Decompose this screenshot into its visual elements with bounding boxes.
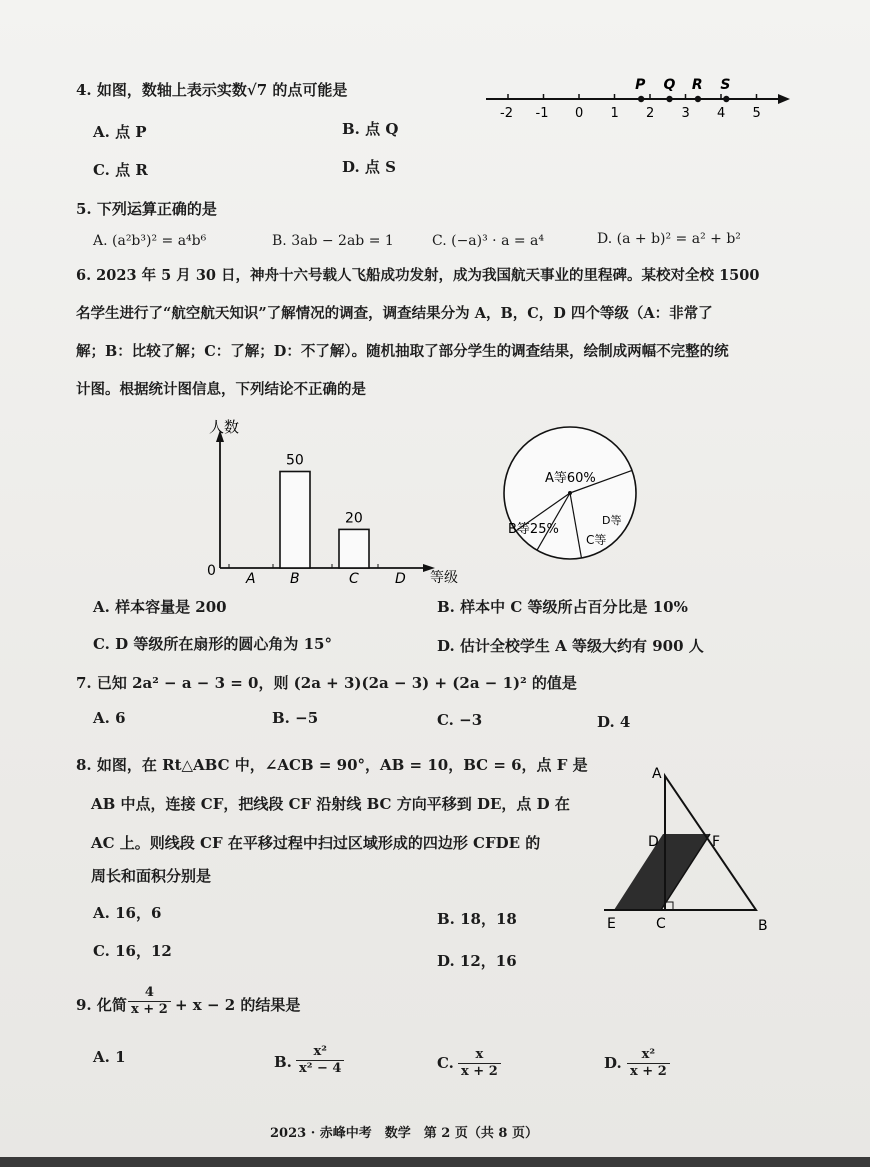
q9-option-d-den: x + 2 xyxy=(627,1063,670,1080)
pie-slice-label: B等25% xyxy=(508,522,559,537)
q9-option-c-den: x + 2 xyxy=(458,1063,501,1080)
q9-stem-frac-num: 4 xyxy=(144,985,154,1000)
number-line-point-label: P xyxy=(635,77,646,93)
q7-option-b: B. −5 xyxy=(272,709,319,727)
number-line-figure xyxy=(480,66,800,124)
pie-slice-label: C等 xyxy=(586,533,607,547)
q7-stem: 7. 已知 2a² − a − 3 = 0，则 (2a + 3)(2a − 3) + (2a − 1)² 的值是 xyxy=(76,674,577,692)
q4-stem: 4. 如图，数轴上表示实数√7 的点可能是 xyxy=(76,81,348,99)
label-b: B xyxy=(758,918,768,934)
number-line-point-label: R xyxy=(691,77,703,93)
q8-line4: 周长和面积分别是 xyxy=(91,867,212,885)
number-line-tick-label: 4 xyxy=(717,106,726,121)
number-line-tick-label: 5 xyxy=(752,106,761,121)
bar-data-label: 50 xyxy=(286,452,304,469)
q6-option-d: D. 估计全校学生 A 等级大约有 900 人 xyxy=(437,637,704,655)
number-line-arrow-icon xyxy=(778,94,790,104)
bar-data-label: 20 xyxy=(345,510,363,527)
pie-chart xyxy=(498,418,648,568)
number-line-point xyxy=(695,96,701,102)
q9-stem-suffix: + x − 2 的结果是 xyxy=(175,996,301,1014)
label-f: F xyxy=(712,834,721,850)
q6-option-c: C. D 等级所在扇形的圆心角为 15° xyxy=(93,635,332,653)
bar-B xyxy=(280,472,310,569)
q5-stem: 5. 下列运算正确的是 xyxy=(76,200,217,218)
photo-bottom-edge xyxy=(0,1157,870,1167)
q9-stem-fraction xyxy=(128,985,171,1018)
bar-chart-category-label: C xyxy=(349,571,359,587)
pie-slice-label: A等60% xyxy=(545,471,596,486)
q4-option-d: D. 点 S xyxy=(342,158,396,176)
q7-option-d: D. 4 xyxy=(597,713,631,731)
bar-chart-xlabel: 等级 xyxy=(430,570,458,586)
number-line-point xyxy=(638,96,644,102)
q6-line4: 计图。根据统计图信息，下列结论不正确的是 xyxy=(76,381,366,398)
q9-option-c-label: C. xyxy=(437,1054,454,1072)
bar-C xyxy=(339,529,369,568)
label-d: D xyxy=(648,834,659,850)
q4-option-a: A. 点 P xyxy=(93,123,147,141)
bar-chart-ylabel: 人数 xyxy=(209,418,240,436)
number-line-point xyxy=(723,96,729,102)
bar-chart-category-label: D xyxy=(395,571,406,587)
q5-option-b: B. 3ab − 2ab = 1 xyxy=(272,233,394,249)
q9-option-d-label: D. xyxy=(604,1054,622,1072)
q8-line2: AB 中点，连接 CF，把线段 CF 沿射线 BC 方向平移到 DE，点 D 在 xyxy=(91,795,570,813)
pie-slice-label: D等 xyxy=(602,514,622,527)
number-line-tick-label: 0 xyxy=(575,106,584,121)
bar-chart-category-label: A xyxy=(246,571,256,587)
q8-line3: AC 上。则线段 CF 在平移过程中扫过区域形成的四边形 CFDE 的 xyxy=(91,834,541,852)
q9-option-b-num: x² xyxy=(313,1044,327,1059)
q9-option-c-num: x xyxy=(475,1047,484,1062)
page-footer: 2023 · 赤峰中考 数学 第 2 页（共 8 页） xyxy=(270,1126,538,1141)
q8-option-a: A. 16，6 xyxy=(93,904,162,922)
q5-option-c: C. (−a)³ · a = a⁴ xyxy=(432,233,545,249)
q9-stem-prefix: 9. 化简 xyxy=(76,996,127,1014)
q8-triangle-figure xyxy=(598,760,788,940)
label-c: C xyxy=(656,916,666,932)
q8-option-c: C. 16，12 xyxy=(93,942,172,960)
q8-line1: 8. 如图，在 Rt△ABC 中，∠ACB = 90°，AB = 10，BC = 6，点 F 是 xyxy=(76,756,588,774)
q4-option-b: B. 点 Q xyxy=(342,120,399,138)
q5-option-d: D. (a + b)² = a² + b² xyxy=(597,231,741,247)
q6-line1: 6. 2023 年 5 月 30 日，神舟十六号载人飞船成功发射，成为我国航天事业的里程碑。某校对全校 1500 xyxy=(76,267,760,284)
number-line-tick-label: 1 xyxy=(610,106,619,121)
q6-line3: 解；B：比较了解；C：了解；D：不了解）。随机抽取了部分学生的调查结果，绘制成两幅不完整的统 xyxy=(76,343,729,360)
bar-chart xyxy=(195,408,485,593)
number-line-tick-label: 3 xyxy=(681,106,690,121)
q9-option-d-num: x² xyxy=(641,1047,656,1062)
q8-option-d: D. 12，16 xyxy=(437,952,517,970)
q9-option-b-den: x² − 4 xyxy=(296,1060,344,1077)
q8-option-b: B. 18，18 xyxy=(437,910,517,928)
q7-option-c: C. −3 xyxy=(437,711,483,729)
q7-option-a: A. 6 xyxy=(93,709,126,727)
q9-option-b-label: B. xyxy=(274,1053,292,1071)
q4-option-c: C. 点 R xyxy=(93,161,148,179)
q9-option-c-fraction xyxy=(458,1047,501,1080)
q9-option-d-fraction xyxy=(627,1047,670,1080)
number-line-tick-label: 2 xyxy=(646,106,655,121)
q9-option-b-fraction xyxy=(296,1044,344,1077)
q6-option-b: B. 样本中 C 等级所占百分比是 10% xyxy=(437,598,688,616)
label-e: E xyxy=(607,916,616,932)
number-line-tick-label: -1 xyxy=(535,106,549,121)
bar-chart-origin: 0 xyxy=(207,563,216,579)
q5-option-a: A. (a²b³)² = a⁴b⁶ xyxy=(93,233,207,249)
label-a: A xyxy=(652,766,662,782)
q9-option-a: A. 1 xyxy=(93,1048,126,1066)
number-line-point-label: Q xyxy=(663,77,676,93)
number-line-point-label: S xyxy=(720,77,731,93)
q9-stem-frac-den: x + 2 xyxy=(128,1001,171,1018)
number-line-tick-label: -2 xyxy=(500,106,513,121)
bar-chart-category-label: B xyxy=(290,571,300,587)
pie-center xyxy=(568,491,572,495)
number-line-point xyxy=(666,96,672,102)
q6-option-a: A. 样本容量是 200 xyxy=(93,598,227,616)
q6-line2: 名学生进行了“航空航天知识”了解情况的调查，调查结果分为 A，B，C，D 四个等级（A：非常了 xyxy=(76,305,713,322)
swept-parallelogram-cfde xyxy=(614,834,710,910)
